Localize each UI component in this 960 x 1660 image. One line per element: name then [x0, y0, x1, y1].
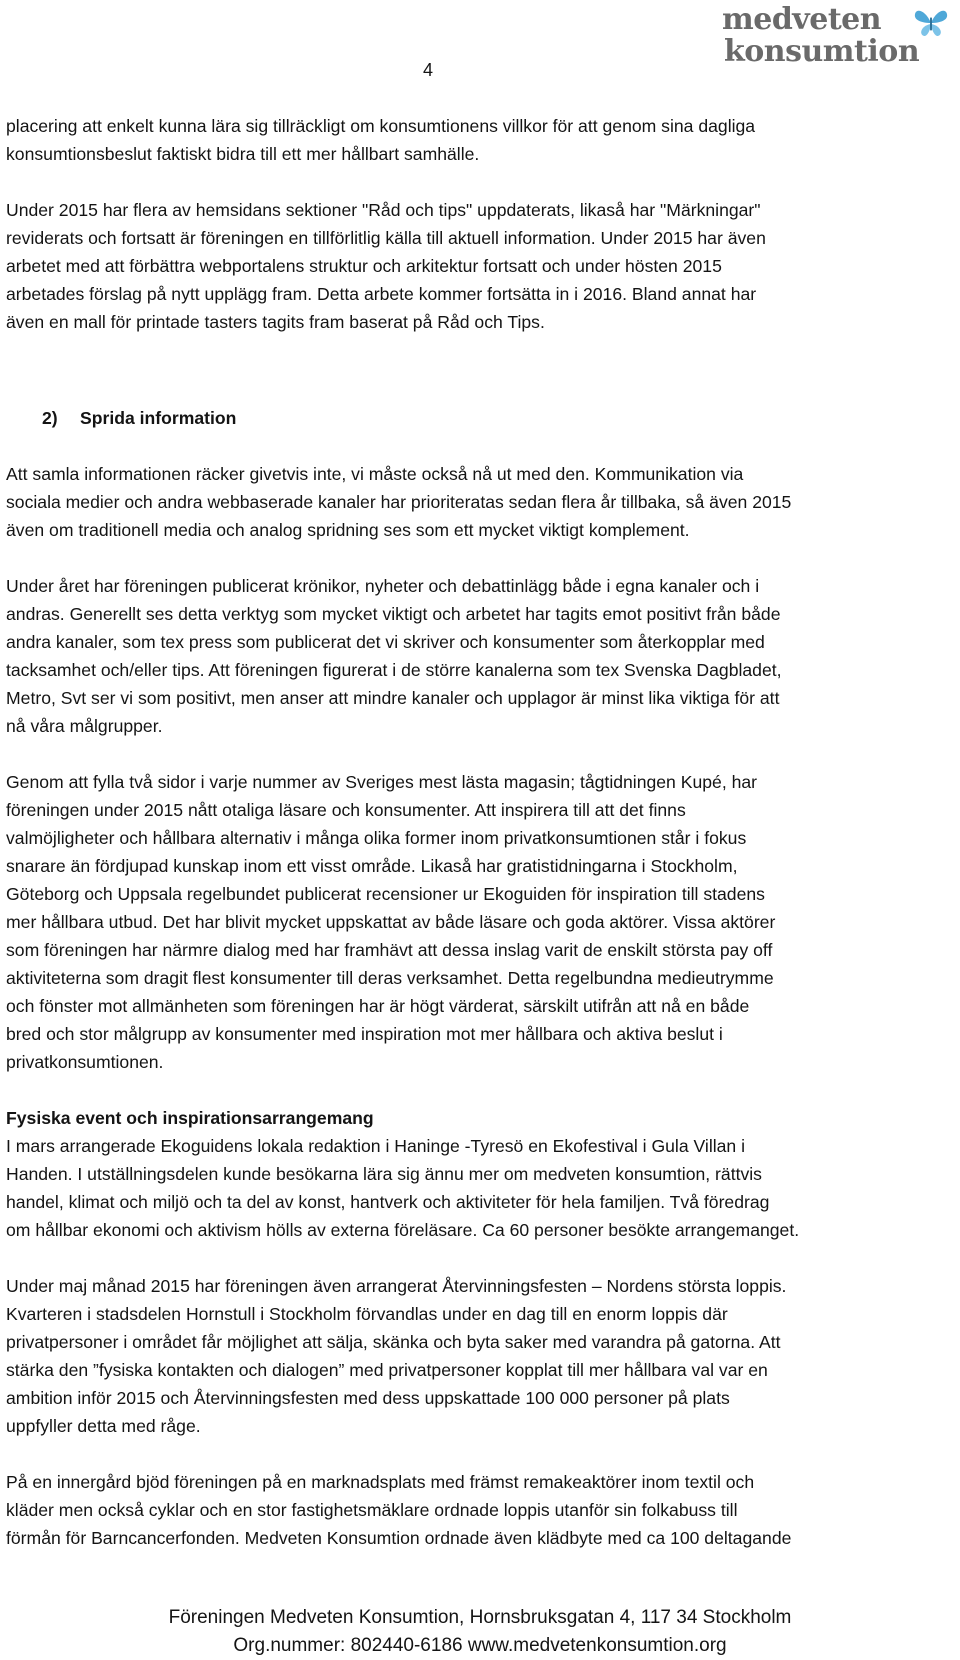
text-line: mer hållbara utbud. Det har blivit mycket uppskattat av både läsare och goda aktörer. Vissa aktörer: [6, 912, 776, 932]
text-line: Genom att fylla två sidor i varje nummer av Sveriges mest lästa magasin; tågtidningen Kupé, har: [6, 772, 758, 792]
text-line: valmöjligheter och hållbara alternativ i många olika former inom privatkonsumtionen står i fokus: [6, 828, 747, 848]
paragraph: [6, 768, 956, 1076]
text-line: handel, klimat och miljö och ta del av konst, hantverk och aktiviteter för hela familjen. Två föredrag: [6, 1192, 770, 1212]
text-line: föreningen under 2015 nått otaliga läsare och konsumenter. Att inspirera till att det finns: [6, 800, 686, 820]
text-line: I mars arrangerade Ekoguidens lokala redaktion i Haninge -Tyresö en Ekofestival i Gula Villan i: [6, 1136, 746, 1156]
text-line: stärka den ”fysiska kontakten och dialogen” med privatpersoner kopplat till mer hållbara val var en: [6, 1360, 768, 1380]
text-line: arbetades förslag på nytt upplägg fram. Detta arbete kommer fortsätta in i 2016. Bland annat har: [6, 284, 757, 304]
text-line: På en innergård bjöd föreningen på en marknadsplats med främst remakeaktörer inom textil och: [6, 1472, 755, 1492]
paragraph: [6, 196, 956, 336]
text-line: aktiviteterna som dragit flest konsumenter till deras verksamhet. Detta regelbundna medieutrymme: [6, 968, 774, 988]
subheading: Fysiska event och inspirationsarrangemang: [6, 1108, 374, 1128]
text-line: Handen. I utställningsdelen kunde besökarna lära sig ännu mer om medveten konsumtion, rättvis: [6, 1164, 762, 1184]
logo: [722, 4, 954, 74]
paragraph: [6, 1132, 956, 1244]
text-line: om hållbar ekonomi och aktivism hölls av externa föreläsare. Ca 60 personer besökte arrangemanget.: [6, 1220, 800, 1240]
text-line: Under 2015 har flera av hemsidans sektioner "Råd och tips" uppdaterats, likaså har "Märkningar": [6, 200, 761, 220]
text-line: nå våra målgrupper.: [6, 716, 163, 736]
text-line: placering att enkelt kunna lära sig tillräckligt om konsumtionens villkor för att genom sina dagliga: [6, 116, 756, 136]
text-line: Under året har föreningen publicerat krönikor, nyheter och debattinlägg både i egna kanaler och i: [6, 576, 760, 596]
paragraph: [6, 1468, 956, 1552]
text-line: arbetet med att förbättra webportalens struktur och arkitektur fortsatt och under hösten 2015: [6, 256, 722, 276]
section-title: Sprida information: [80, 408, 237, 428]
text-line: snarare än fördjupad kunskap inom ett visst område. Likaså har gratistidningarna i Stockholm,: [6, 856, 738, 876]
text-line: Att samla informationen räcker givetvis inte, vi måste också nå ut med den. Kommunikation via: [6, 464, 744, 484]
text-line: Kvarteren i stadsdelen Hornstull i Stockholm förvandlas under en dag till en enorm loppis där: [6, 1304, 728, 1324]
butterfly-icon: [912, 6, 950, 40]
paragraph: [6, 1272, 956, 1440]
paragraph: [6, 112, 956, 168]
text-line: Göteborg och Uppsala regelbundet publicerat recensioner ur Ekoguiden för inspiration till stadens: [6, 884, 765, 904]
text-line: andras. Generellt ses detta verktyg som mycket viktigt och arbetet har tagits emot positivt från både: [6, 604, 781, 624]
text-line: Under maj månad 2015 har föreningen även arrangerat Återvinningsfesten – Nordens största loppis.: [6, 1276, 787, 1296]
footer-address: Föreningen Medveten Konsumtion, Hornsbruksgatan 4, 117 34 Stockholm: [168, 1607, 792, 1628]
text-line: andra kanaler, som tex press som publicerat det vi skriver och konsumenter som återkopplar med: [6, 632, 765, 652]
text-line: uppfyller detta med råge.: [6, 1416, 201, 1436]
text-line: sociala medier och andra webbaserade kanaler har prioriteratas sedan flera år tillbaka, så även 2015: [6, 492, 792, 512]
logo-text-line2: konsumtion: [724, 34, 920, 69]
text-line: ambition inför 2015 och Återvinningsfesten med dess uppskattade 100 000 personer på plats: [6, 1388, 730, 1408]
text-line: även om traditionell media och analog spridning ses som ett mycket viktigt komplement.: [6, 520, 690, 540]
text-line: förmån för Barncancerfonden. Medveten Konsumtion ordnade även klädbyte med ca 100 deltagande: [6, 1528, 792, 1548]
page-footer: [0, 1604, 960, 1660]
text-line: bred och stor målgrupp av konsumenter med inspiration mot mer hållbara och aktiva beslut i: [6, 1024, 723, 1044]
logo-text-line1: medveten: [722, 2, 882, 37]
text-line: privatkonsumtionen.: [6, 1052, 164, 1072]
text-line: som föreningen har närmre dialog med har framhävt att dessa inslag varit de enskilt största pay off: [6, 940, 773, 960]
text-line: reviderats och fortsatt är föreningen en tillförlitlig källa till aktuell information. Under 2015 har även: [6, 228, 766, 248]
section-number: 2): [42, 408, 58, 428]
section-heading: [6, 404, 956, 432]
text-line: konsumtionsbeslut faktiskt bidra till ett mer hållbart samhälle.: [6, 144, 480, 164]
text-line: Metro, Svt ser vi som positivt, men anser att mindre kanaler och upplagor är minst lika viktiga för att: [6, 688, 780, 708]
text-line: och fönster mot allmänheten som föreningen har är högt värderat, särskilt utifrån att nå en både: [6, 996, 750, 1016]
document-body: [6, 112, 956, 1552]
footer-org-number: Org.nummer: 802440-6186 www.medvetenkonsumtion.org: [233, 1635, 727, 1656]
text-line: även en mall för printade tasters tagits fram baserat på Råd och Tips.: [6, 312, 545, 332]
page-number: 4: [423, 60, 434, 80]
paragraph: [6, 572, 956, 740]
text-line: kläder men också cyklar och en stor fastighetsmäklare ordnade loppis utanför sin folkabuss till: [6, 1500, 738, 1520]
text-line: privatpersoner i området får möjlighet att sälja, skänka och byta saker med varandra på gatorna. Att: [6, 1332, 781, 1352]
paragraph: [6, 460, 956, 544]
text-line: tacksamhet och/eller tips. Att föreningen figurerat i de större kanalerna som tex Svenska Dagbladet,: [6, 660, 782, 680]
